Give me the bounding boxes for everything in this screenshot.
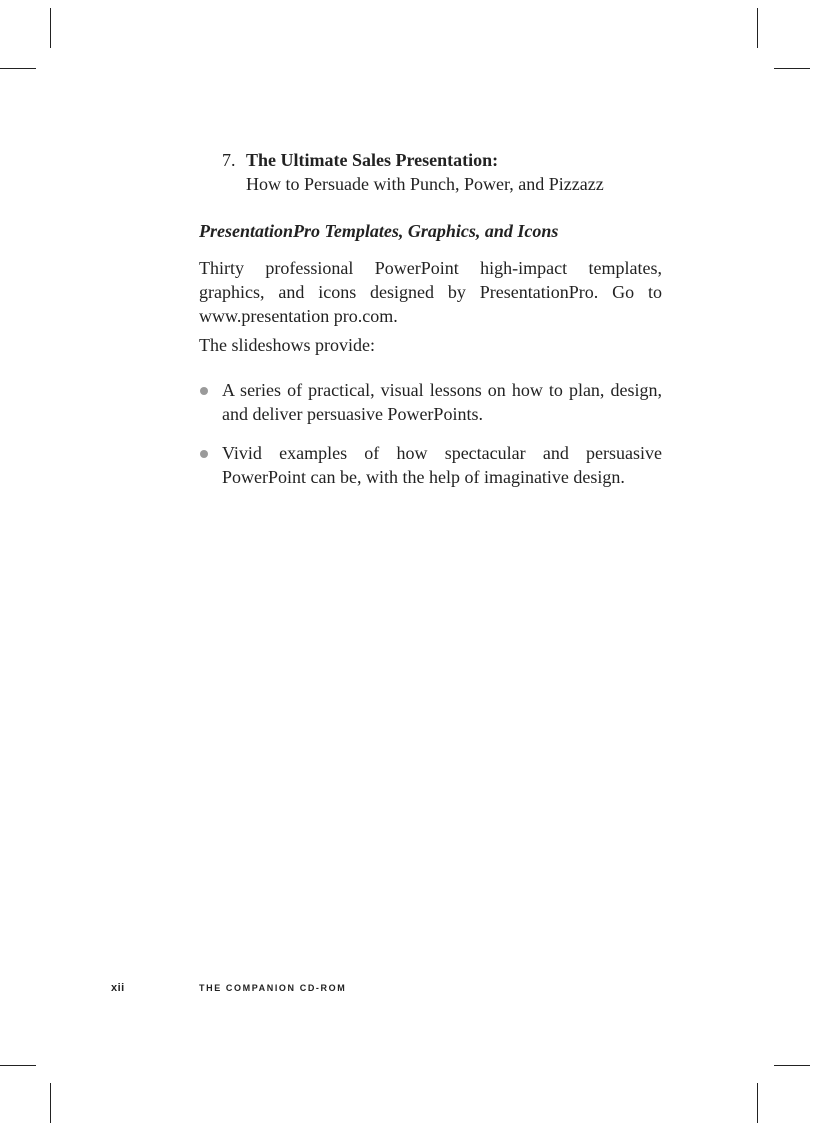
crop-mark — [50, 8, 51, 48]
bullet-icon — [200, 387, 208, 395]
crop-mark — [774, 68, 810, 69]
crop-mark — [0, 68, 36, 69]
bullet-item — [199, 378, 662, 426]
crop-mark — [774, 1065, 810, 1066]
bullet-text: Vivid examples of how spectacular and persuasive PowerPoint can be, with the help of imaginative design. — [222, 443, 662, 487]
crop-mark — [50, 1083, 51, 1123]
bullet-text: A series of practical, visual lessons on how to plan, design, and deliver persuasive PowerPoints. — [222, 380, 662, 424]
bullet-item — [199, 441, 662, 489]
list-item-number: 7. — [222, 150, 236, 170]
list-item-subtitle: How to Persuade with Punch, Power, and Pizzazz — [246, 174, 604, 194]
crop-mark — [757, 1083, 758, 1123]
crop-mark — [757, 8, 758, 48]
bullet-list — [199, 378, 662, 504]
page-number: xii — [111, 982, 125, 994]
body-paragraph: The slideshows provide: — [199, 335, 375, 355]
running-footer-title: THE COMPANION CD-ROM — [199, 983, 347, 993]
bullet-icon — [200, 450, 208, 458]
list-item-title: The Ultimate Sales Presentation: — [246, 150, 499, 170]
crop-mark — [0, 1065, 36, 1066]
body-paragraph: Thirty professional PowerPoint high-impact templates, graphics, and icons designed by PresentationPro. Go to www.presentation pro.com. — [199, 258, 662, 326]
section-heading: PresentationPro Templates, Graphics, and Icons — [199, 221, 559, 241]
